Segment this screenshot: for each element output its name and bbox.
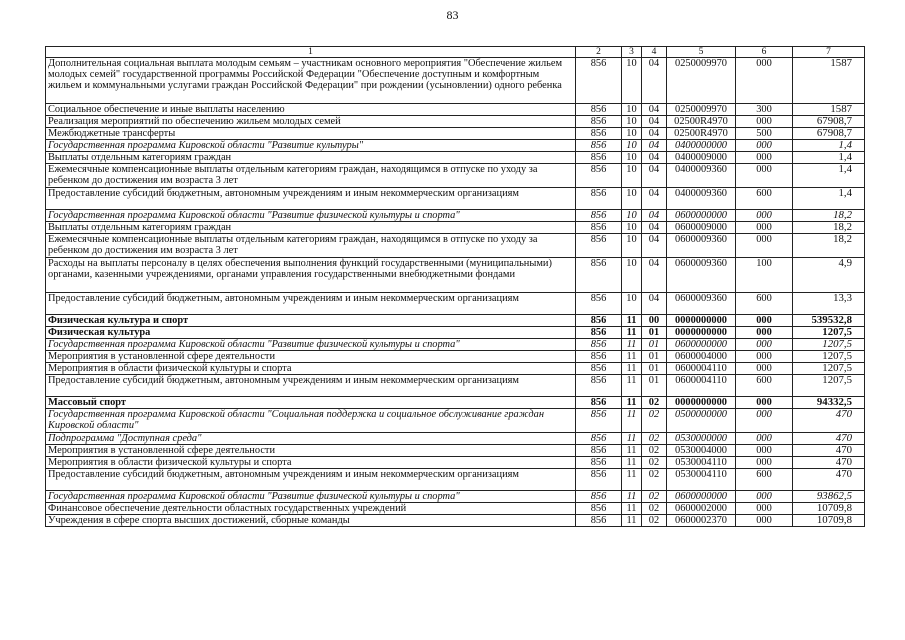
expense-type-code: 000 [736, 234, 793, 258]
section-code: 10 [622, 293, 642, 315]
expense-type-code: 000 [736, 363, 793, 375]
subsection-code: 04 [642, 140, 667, 152]
item-name: Предоставление субсидий бюджетным, автономным учреждениям и иным некоммерческим организациям [46, 188, 576, 210]
admin-code: 856 [576, 445, 622, 457]
amount: 1,4 [793, 140, 865, 152]
admin-code: 856 [576, 258, 622, 293]
target-code: 0600004110 [667, 375, 736, 397]
target-code: 0000000000 [667, 327, 736, 339]
header-cell: 1 [46, 47, 576, 58]
table-row [46, 222, 865, 234]
target-code: 0530004110 [667, 457, 736, 469]
expense-type-code: 000 [736, 339, 793, 351]
table-row [46, 351, 865, 363]
table-row [46, 491, 865, 503]
admin-code: 856 [576, 234, 622, 258]
section-code: 11 [622, 503, 642, 515]
budget-table [45, 46, 865, 527]
table-row [46, 339, 865, 351]
admin-code: 856 [576, 491, 622, 503]
amount: 18,2 [793, 222, 865, 234]
amount: 470 [793, 433, 865, 445]
subsection-code: 04 [642, 234, 667, 258]
admin-code: 856 [576, 375, 622, 397]
admin-code: 856 [576, 503, 622, 515]
target-code: 0000000000 [667, 397, 736, 409]
target-code: 0600002000 [667, 503, 736, 515]
subsection-code: 02 [642, 457, 667, 469]
section-code: 10 [622, 188, 642, 210]
admin-code: 856 [576, 104, 622, 116]
subsection-code: 02 [642, 445, 667, 457]
section-code: 10 [622, 258, 642, 293]
target-code: 0600004110 [667, 363, 736, 375]
section-code: 10 [622, 164, 642, 188]
admin-code: 856 [576, 140, 622, 152]
amount: 1,4 [793, 188, 865, 210]
expense-type-code: 000 [736, 327, 793, 339]
admin-code: 856 [576, 164, 622, 188]
section-code: 11 [622, 327, 642, 339]
expense-type-code: 600 [736, 188, 793, 210]
target-code: 0600009360 [667, 293, 736, 315]
target-code: 0500000000 [667, 409, 736, 433]
section-code: 10 [622, 152, 642, 164]
section-code: 11 [622, 433, 642, 445]
item-name: Дополнительная социальная выплата молодым семьям – участникам основного мероприятия "Обеспечение жильем молодых семей" государственной программы Российской Федерации "Обеспечение доступным и комфортным жильем и коммунальными услугами граждан Российской Федерации" при рождении (усыновлении) одного ребенка [46, 58, 576, 104]
subsection-code: 01 [642, 327, 667, 339]
admin-code: 856 [576, 116, 622, 128]
section-code: 10 [622, 234, 642, 258]
target-code: 0400000000 [667, 140, 736, 152]
admin-code: 856 [576, 315, 622, 327]
item-name: Мероприятия в области физической культуры и спорта [46, 457, 576, 469]
admin-code: 856 [576, 397, 622, 409]
subsection-code: 04 [642, 222, 667, 234]
header-row [46, 47, 865, 58]
subsection-code: 01 [642, 339, 667, 351]
table-row [46, 128, 865, 140]
amount: 1,4 [793, 164, 865, 188]
item-name: Государственная программа Кировской области "Развитие физической культуры и спорта" [46, 491, 576, 503]
subsection-code: 04 [642, 164, 667, 188]
item-name: Предоставление субсидий бюджетным, автономным учреждениям и иным некоммерческим организациям [46, 375, 576, 397]
item-name: Массовый спорт [46, 397, 576, 409]
expense-type-code: 300 [736, 104, 793, 116]
expense-type-code: 000 [736, 116, 793, 128]
section-code: 11 [622, 351, 642, 363]
amount: 93862,5 [793, 491, 865, 503]
expense-type-code: 000 [736, 397, 793, 409]
table-row [46, 210, 865, 222]
section-code: 11 [622, 315, 642, 327]
target-code: 0600000000 [667, 491, 736, 503]
target-code: 0600009360 [667, 234, 736, 258]
subsection-code: 02 [642, 491, 667, 503]
subsection-code: 04 [642, 188, 667, 210]
section-code: 11 [622, 445, 642, 457]
amount: 539532,8 [793, 315, 865, 327]
target-code: 0000000000 [667, 315, 736, 327]
subsection-code: 02 [642, 397, 667, 409]
item-name: Подпрограмма "Доступная среда" [46, 433, 576, 445]
table-row [46, 469, 865, 491]
subsection-code: 01 [642, 351, 667, 363]
item-name: Мероприятия в установленной сфере деятельности [46, 445, 576, 457]
admin-code: 856 [576, 351, 622, 363]
item-name: Выплаты отдельным категориям граждан [46, 152, 576, 164]
amount: 1587 [793, 104, 865, 116]
expense-type-code: 000 [736, 515, 793, 527]
amount: 10709,8 [793, 515, 865, 527]
target-code: 0600002370 [667, 515, 736, 527]
subsection-code: 02 [642, 409, 667, 433]
expense-type-code: 000 [736, 409, 793, 433]
table-row [46, 58, 865, 104]
table-row [46, 140, 865, 152]
table-row [46, 327, 865, 339]
target-code: 0250009970 [667, 104, 736, 116]
target-code: 02500R4970 [667, 116, 736, 128]
section-code: 10 [622, 104, 642, 116]
expense-type-code: 500 [736, 128, 793, 140]
section-code: 11 [622, 469, 642, 491]
subsection-code: 04 [642, 128, 667, 140]
admin-code: 856 [576, 152, 622, 164]
header-cell: 5 [667, 47, 736, 58]
admin-code: 856 [576, 293, 622, 315]
item-name: Ежемесячные компенсационные выплаты отдельным категориям граждан, находящимся в отпуске по уходу за ребенком до достижения им возраста 3 лет [46, 234, 576, 258]
item-name: Физическая культура и спорт [46, 315, 576, 327]
expense-type-code: 000 [736, 457, 793, 469]
item-name: Мероприятия в установленной сфере деятельности [46, 351, 576, 363]
table-row [46, 116, 865, 128]
table-row [46, 515, 865, 527]
amount: 1207,5 [793, 375, 865, 397]
table-row [46, 258, 865, 293]
subsection-code: 04 [642, 210, 667, 222]
amount: 67908,7 [793, 116, 865, 128]
expense-type-code: 600 [736, 293, 793, 315]
header-cell: 3 [622, 47, 642, 58]
amount: 470 [793, 445, 865, 457]
header-cell: 2 [576, 47, 622, 58]
admin-code: 856 [576, 433, 622, 445]
item-name: Предоставление субсидий бюджетным, автономным учреждениям и иным некоммерческим организациям [46, 469, 576, 491]
section-code: 11 [622, 397, 642, 409]
target-code: 0600000000 [667, 210, 736, 222]
subsection-code: 04 [642, 58, 667, 104]
table-row [46, 315, 865, 327]
table-row [46, 375, 865, 397]
admin-code: 856 [576, 327, 622, 339]
target-code: 0250009970 [667, 58, 736, 104]
expense-type-code: 000 [736, 315, 793, 327]
target-code: 0600000000 [667, 339, 736, 351]
item-name: Государственная программа Кировской области "Развитие физической культуры и спорта" [46, 339, 576, 351]
admin-code: 856 [576, 339, 622, 351]
section-code: 11 [622, 515, 642, 527]
expense-type-code: 000 [736, 491, 793, 503]
admin-code: 856 [576, 363, 622, 375]
item-name: Расходы на выплаты персоналу в целях обеспечения выполнения функций государственными (муниципальными) органами, казенными учреждениями, органами управления государственными внебюджетными фондами [46, 258, 576, 293]
subsection-code: 04 [642, 104, 667, 116]
expense-type-code: 000 [736, 152, 793, 164]
target-code: 0600009000 [667, 222, 736, 234]
target-code: 0530000000 [667, 433, 736, 445]
target-code: 0400009000 [667, 152, 736, 164]
page-number: 83 [446, 8, 459, 22]
admin-code: 856 [576, 222, 622, 234]
amount: 10709,8 [793, 503, 865, 515]
expense-type-code: 000 [736, 433, 793, 445]
admin-code: 856 [576, 515, 622, 527]
admin-code: 856 [576, 188, 622, 210]
table-row [46, 409, 865, 433]
amount: 1,4 [793, 152, 865, 164]
section-code: 11 [622, 491, 642, 503]
amount: 18,2 [793, 210, 865, 222]
item-name: Финансовое обеспечение деятельности областных государственных учреждений [46, 503, 576, 515]
header-cell: 7 [793, 47, 865, 58]
item-name: Реализация мероприятий по обеспечению жильем молодых семей [46, 116, 576, 128]
target-code: 0400009360 [667, 188, 736, 210]
table-row [46, 152, 865, 164]
subsection-code: 01 [642, 363, 667, 375]
target-code: 0530004110 [667, 469, 736, 491]
item-name: Предоставление субсидий бюджетным, автономным учреждениям и иным некоммерческим организациям [46, 293, 576, 315]
admin-code: 856 [576, 457, 622, 469]
admin-code: 856 [576, 469, 622, 491]
item-name: Физическая культура [46, 327, 576, 339]
expense-type-code: 000 [736, 445, 793, 457]
table-row [46, 445, 865, 457]
expense-type-code: 600 [736, 375, 793, 397]
section-code: 11 [622, 363, 642, 375]
target-code: 02500R4970 [667, 128, 736, 140]
amount: 470 [793, 457, 865, 469]
section-code: 11 [622, 457, 642, 469]
amount: 470 [793, 409, 865, 433]
subsection-code: 00 [642, 315, 667, 327]
amount: 18,2 [793, 234, 865, 258]
expense-type-code: 000 [736, 140, 793, 152]
table-row [46, 433, 865, 445]
table-row [46, 164, 865, 188]
admin-code: 856 [576, 210, 622, 222]
subsection-code: 04 [642, 116, 667, 128]
amount: 67908,7 [793, 128, 865, 140]
item-name: Учреждения в сфере спорта высших достижений, сборные команды [46, 515, 576, 527]
table-row [46, 363, 865, 375]
target-code: 0530004000 [667, 445, 736, 457]
header-cell: 6 [736, 47, 793, 58]
item-name: Мероприятия в области физической культуры и спорта [46, 363, 576, 375]
table-row [46, 234, 865, 258]
section-code: 11 [622, 339, 642, 351]
amount: 4,9 [793, 258, 865, 293]
section-code: 10 [622, 222, 642, 234]
subsection-code: 04 [642, 258, 667, 293]
table-row [46, 293, 865, 315]
section-code: 10 [622, 116, 642, 128]
item-name: Ежемесячные компенсационные выплаты отдельным категориям граждан, находящимся в отпуске по уходу за ребенком до достижения им возраста 3 лет [46, 164, 576, 188]
amount: 1587 [793, 58, 865, 104]
section-code: 10 [622, 58, 642, 104]
subsection-code: 02 [642, 433, 667, 445]
subsection-code: 02 [642, 503, 667, 515]
amount: 1207,5 [793, 363, 865, 375]
admin-code: 856 [576, 128, 622, 140]
expense-type-code: 000 [736, 503, 793, 515]
section-code: 11 [622, 375, 642, 397]
table-row [46, 104, 865, 116]
item-name: Государственная программа Кировской области "Развитие физической культуры и спорта" [46, 210, 576, 222]
section-code: 11 [622, 409, 642, 433]
amount: 1207,5 [793, 339, 865, 351]
subsection-code: 04 [642, 293, 667, 315]
subsection-code: 02 [642, 515, 667, 527]
expense-type-code: 000 [736, 210, 793, 222]
subsection-code: 02 [642, 469, 667, 491]
amount: 470 [793, 469, 865, 491]
subsection-code: 01 [642, 375, 667, 397]
section-code: 10 [622, 128, 642, 140]
admin-code: 856 [576, 58, 622, 104]
item-name: Межбюджетные трансферты [46, 128, 576, 140]
section-code: 10 [622, 210, 642, 222]
admin-code: 856 [576, 409, 622, 433]
item-name: Социальное обеспечение и иные выплаты населению [46, 104, 576, 116]
expense-type-code: 000 [736, 351, 793, 363]
expense-type-code: 000 [736, 58, 793, 104]
item-name: Государственная программа Кировской области "Развитие культуры" [46, 140, 576, 152]
amount: 1207,5 [793, 327, 865, 339]
amount: 13,3 [793, 293, 865, 315]
table-row [46, 457, 865, 469]
table-row [46, 397, 865, 409]
table-row [46, 503, 865, 515]
target-code: 0400009360 [667, 164, 736, 188]
subsection-code: 04 [642, 152, 667, 164]
amount: 1207,5 [793, 351, 865, 363]
table-row [46, 188, 865, 210]
expense-type-code: 000 [736, 164, 793, 188]
section-code: 10 [622, 140, 642, 152]
header-cell: 4 [642, 47, 667, 58]
expense-type-code: 100 [736, 258, 793, 293]
item-name: Выплаты отдельным категориям граждан [46, 222, 576, 234]
item-name: Государственная программа Кировской области "Социальная поддержка и социальное обслуживание граждан Кировской области" [46, 409, 576, 433]
expense-type-code: 600 [736, 469, 793, 491]
expense-type-code: 000 [736, 222, 793, 234]
amount: 94332,5 [793, 397, 865, 409]
target-code: 0600004000 [667, 351, 736, 363]
target-code: 0600009360 [667, 258, 736, 293]
